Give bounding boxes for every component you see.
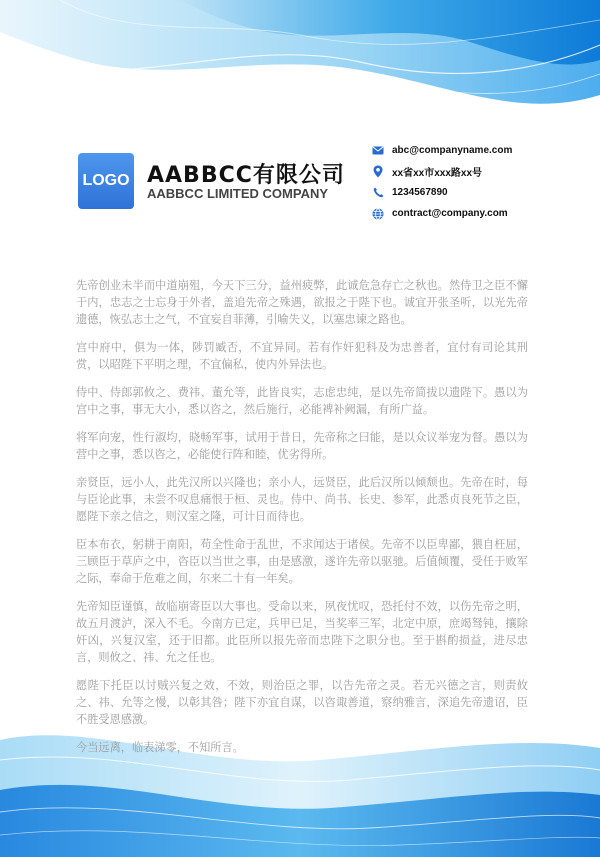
email-text[interactable]: abc@companyname.com [392, 145, 513, 156]
paragraph: 先帝创业未半而中道崩殂，今天下三分，益州疲弊，此诚危急存亡之秋也。然侍卫之臣不懈于内，忠志之士忘身于外者，盖追先帝之殊遇，欲报之于陛下也。诚宜开张圣听，以光先帝遗德，恢弘志士之气，不宜妄自菲薄，引喻失义，以塞忠谏之路也。 [76, 279, 528, 326]
paragraph: 亲贤臣，远小人，此先汉所以兴隆也；亲小人，远贤臣，此后汉所以倾颓也。先帝在时，每与臣论此事，未尝不叹息痛恨于桓、灵也。侍中、尚书、长史、参军，此悉贞良死节之臣，愿陛下亲之信之，则汉室之隆，可计日而待也。 [76, 476, 528, 523]
logo-text: LOGO [82, 172, 130, 189]
company-logo [78, 153, 134, 209]
paragraph: 臣本布衣，躬耕于南阳，苟全性命于乱世，不求闻达于诸侯。先帝不以臣卑鄙，猥自枉屈，三顾臣于草庐之中，咨臣以当世之事，由是感激，遂许先帝以驱驰。后值倾覆，受任于败军之际，奉命于危难之间，尔来二十有一年矣。 [76, 538, 528, 585]
contact-website [371, 203, 512, 224]
envelope-icon [371, 144, 385, 158]
paragraph: 今当远离，临表涕零，不知所言。 [76, 741, 244, 754]
paragraph: 先帝知臣谨慎，故临崩寄臣以大事也。受命以来，夙夜忧叹，恐托付不效，以伤先帝之明，故五月渡泸，深入不毛。今南方已定，兵甲已足，当奖率三军，北定中原，庶竭驽钝，攘除奸凶，兴复汉室，还于旧都。此臣所以报先帝而忠陛下之职分也。至于斟酌损益，进尽忠言，则攸之、祎、允之任也。 [76, 600, 528, 664]
letter-body [76, 277, 528, 767]
contact-address [371, 161, 512, 182]
paragraph: 愿陛下托臣以讨贼兴复之效，不效，则治臣之罪，以告先帝之灵。若无兴德之言，则责攸之、祎、允等之慢，以彰其咎；陛下亦宜自谋，以咨诹善道，察纳雅言，深追先帝遗诏，臣不胜受恩感激。 [76, 679, 528, 726]
company-name-cn: AABBCC有限公司 [147, 163, 345, 188]
paragraph: 宫中府中，俱为一体，陟罚臧否，不宜异同。若有作奸犯科及为忠善者，宜付有司论其刑赏，以昭陛下平明之理，不宜偏私，使内外异法也。 [76, 341, 528, 371]
contact-phone [371, 182, 512, 203]
globe-icon [371, 207, 385, 221]
contact-email [371, 140, 512, 161]
website-text[interactable]: contract@company.com [392, 208, 508, 219]
address-text: xx省xx市xxx路xx号 [392, 168, 483, 179]
phone-icon [371, 186, 385, 200]
location-pin-icon [371, 165, 385, 179]
contact-info [371, 140, 512, 224]
company-name-en: AABBCC LIMITED COMPANY [147, 186, 329, 201]
paragraph: 将军向宠，性行淑均，晓畅军事，试用于昔日，先帝称之曰能，是以众议举宠为督。愚以为营中之事，悉以咨之，必能使行阵和睦，优劣得所。 [76, 431, 528, 461]
phone-text[interactable]: 1234567890 [392, 187, 448, 198]
paragraph: 侍中、侍郎郭攸之、费祎、董允等，此皆良实，志虑忠纯，是以先帝简拔以遗陛下。愚以为宫中之事，事无大小，悉以咨之，然后施行，必能裨补阙漏，有所广益。 [76, 386, 528, 416]
